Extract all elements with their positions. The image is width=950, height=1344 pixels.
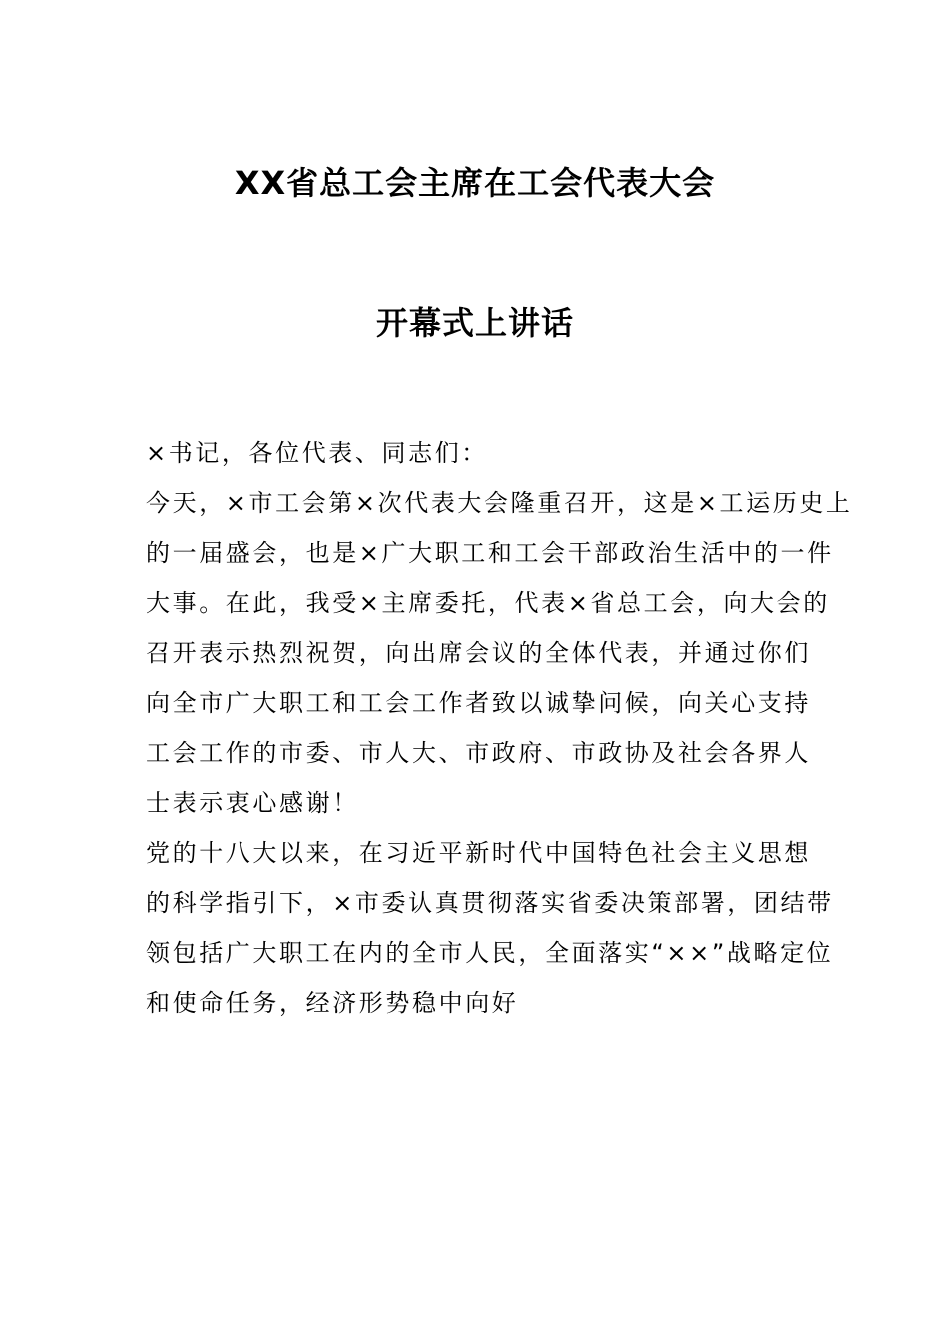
body-line: 党的十八大以来，在习近平新时代中国特色社会主义思想 — [146, 839, 811, 867]
body-line: 工会工作的市委、市人大、市政府、市政协及社会各界人 — [146, 739, 811, 767]
body-line: 今天，×市工会第×次代表大会隆重召开，这是×工运历史上 — [146, 489, 853, 517]
body-line: 士表示衷心感谢！ — [146, 789, 359, 817]
body-line: 领包括广大职工在内的全市人民，全面落实“××”战略定位 — [146, 939, 834, 967]
document-body — [146, 428, 853, 1028]
body-line: 的一届盛会，也是×广大职工和工会干部政治生活中的一件 — [146, 539, 834, 567]
document-title-line-2: 开幕式上讲话 — [375, 304, 574, 342]
body-line-salutation: ×书记，各位代表、同志们： — [146, 439, 488, 467]
body-line: 的科学指引下，×市委认真贯彻落实省委决策部署，团结带 — [146, 889, 834, 917]
body-line: 和使命任务，经济形势稳中向好 — [146, 989, 519, 1017]
body-line: 召开表示热烈祝贺，向出席会议的全体代表，并通过你们 — [146, 639, 811, 667]
body-line: 向全市广大职工和工会工作者致以诚挚问候，向关心支持 — [146, 689, 811, 717]
document-title-line-1: XX省总工会主席在工会代表大会 — [234, 164, 716, 202]
body-line: 大事。在此，我受×主席委托，代表×省总工会，向大会的 — [146, 589, 830, 617]
